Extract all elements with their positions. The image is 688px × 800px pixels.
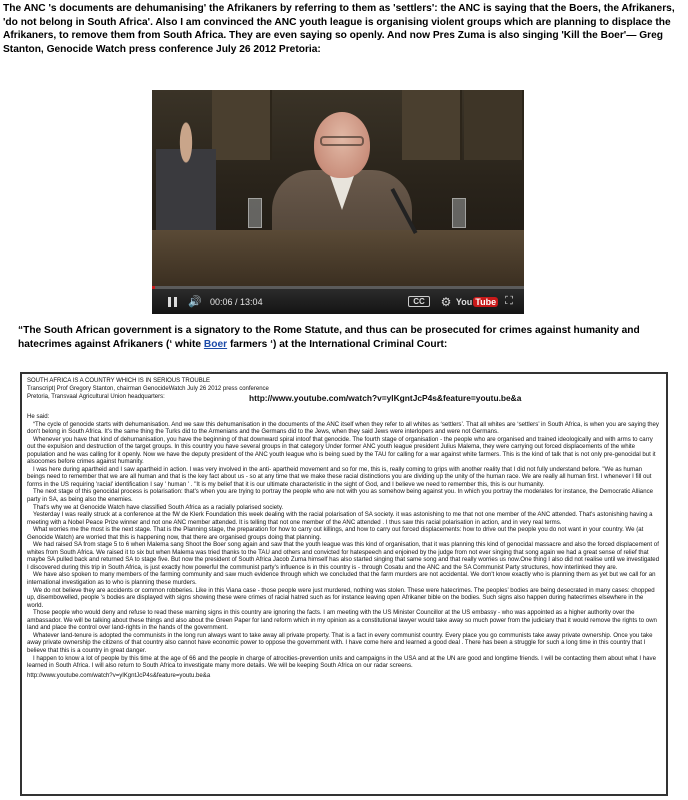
- volume-icon[interactable]: 🔊: [188, 296, 202, 308]
- doc-transcript-line: Transcript| Prof Gregory Stanton, chairman GenocideWatch July 26 2012 press conference: [27, 386, 269, 392]
- subhead-text-before: “The South African government is a signatory to the Rome Statute, and thus can be prosecuted for crimes against humanity and hatecrimes against Afrikaners (‘ white: [18, 325, 640, 350]
- doc-paragraph: That's why we at Genocide Watch have classified South Africa as a racially polarised society.: [33, 503, 284, 511]
- boer-link[interactable]: Boer: [203, 338, 228, 350]
- doc-paragraph: We do not believe they are accidents or common robberies. Like in this Viana case - those people were just murdered, nothing was stolen. These were hatecrimes. The peoples' bodies are being desecrated in many cases: chopped up, disembowelled, people 's bodies are displayed with signs showing these were crimes of racial hatred such as for instance leaving open Afrikaner bible on the bodies. Such signs also happen during hatecrimes elsewhere in the world.: [27, 586, 655, 609]
- doc-paragraph: Yesterday I was really struck at a conference at the fW de Klerk Foundation this week dealing with the racial polarisation of SA society. it was astonishing to me that not one member of the ANC attended. That's astonishing having a meeting with a Nobel Peace Prize winner and not one ANC member attended. It is telling that not one member of the ANC attended . I thus saw this racial polarisation in action, and in very real terms.: [27, 511, 653, 526]
- doc-paragraph: Whenever you have that kind of dehumanisation, you have the beginning of that downward spiral intoof that genocide. The fourth stage of organisation - the people who are organised and trained ideologically and with arms to carry out the expulsion and destruction of the target groups. In this country you have several groups in that category Under former ANC youth league president Julius Malema, they were carrying out forced displacements of the white population and he was calling for it openly. Now we have the deputy president of the ANC youth league who is being sued by the TAU for calling for a war against white farmers. This is the kind of talk that is not only pre-genocidal but it alsocomes before crimes against humanity.: [27, 435, 656, 466]
- youtube-logo[interactable]: [456, 289, 498, 314]
- desk: [152, 230, 524, 286]
- video-player[interactable]: [152, 90, 524, 314]
- wall-panel: [464, 90, 524, 160]
- video-controls: [152, 289, 524, 314]
- doc-paragraph: “The cycle of genocide starts with dehumanisation. And we saw this dehumanisation in the documents of the ANC itself when they refer to all whites as ‘settlers’. That all whites are ‘settlers’ in South Africa, is when you are saying they don't belong in South Africa. It's the same thing the Turks did to the Armenians and the Germans did to the Jews, when they said Jews were interlopers and were not Germans.: [27, 420, 659, 436]
- subhead-text-after: farmers ‘) at the International Criminal Court:: [227, 338, 448, 350]
- current-time: 00:06: [210, 296, 233, 307]
- doc-location: Pretoria, Transvaal Agricultural Union headquarters:: [27, 394, 165, 400]
- logo-tube: Tube: [475, 296, 497, 307]
- doc-footer-url[interactable]: http://www.youtube.com/watch?v=ylKgntJcP4s&feature=youtu.be&a: [27, 671, 211, 679]
- person-background: [156, 110, 216, 240]
- duration: 13:04: [240, 296, 263, 307]
- doc-paragraph: Those people who would deny and refuse to read these warning signs in this country are ignoring the facts. I am meeting with the US Minister Councillor at the US embassy - who was appointed as a higher authority over the ambassador. We will be talking about these things and also about the Green Paper for land reform which in my opinion as a constitutional lawyer would take away so much power from the judiciary that it would remove the rights to own land and place the control over land-rights in the hands of the government.: [27, 609, 657, 632]
- fullscreen-icon[interactable]: ⛶: [505, 295, 513, 307]
- doc-paragraph: The next stage of this genocidal process is polarisation: that's when you are trying to portray the people who are not with you as somehow being against you. In which you portray the moderates for instance, the Democratic Alliance party in SA, as being also the enemies.: [27, 488, 654, 504]
- subhead-quote: [18, 324, 682, 351]
- logo-you: You: [455, 296, 473, 307]
- headline-quote: The ANC 's documents are dehumanising' the Afrikaners by referring to them as 'settlers': the ANC is saying that the Boers, the Afrikaners, 'do not belong in South Africa'. Also I am convinced the ANC youth league is organising violent groups which are planning to displace the Afrikaners, to remove them from South Africa. They are even saying so openly. And now Pres Zuma is also singing 'Kill the Boer'— Greg Stanton, Genocide Watch press conference July 26 2012 Pretoria:: [3, 3, 675, 55]
- doc-he-said: He said:: [27, 413, 50, 420]
- doc-paragraph: I was here during apartheid and I saw apartheid in action. I was very involved in the anti- apartheid movement and so for me, this is, really coming to grips with another reality that I did not fully understand before. "We as human beings need to remember that we are all human and that is the key fact about us - so at any time that we make these racial distinctions you are dividing up the unity of the human race. We are really all human first. I whenever I fill out forms in the US requiring 'racial' identification I say ' human ' . "It is my belief that it is our ultimate characteristic in the sight of God, and I believe we need to remember this, this is our humanity.: [27, 465, 652, 488]
- transcript-document: [20, 372, 668, 796]
- doc-paragraph: We had raised SA from stage 5 to 6 when Malema sang Shoot the Boer song again and saw that the youth league was this kind of organisation, that it was planning this kind of genocidal massacre and also the forced displacement of whites from South Africa. We raised it to six but when Malema was tried thanks to the TAU and others and convicted for hatespeech and enjoined by the judge from not ever singing that song again we had a great sense of relief that maybe SA pulled back and returned SA to stage five. But now the president of South Africa Jacob Zuma himself has also started singing that same song and that really worries us now.One thing I also did not realise until we investigated I discovered during this trip in South Africa, is just exactly how powerful the communist party's influence is in this country is - through Cosatu and the ANC and the SA Communist Party structures, how interlinked they are.: [27, 541, 660, 571]
- water-glass: [248, 198, 262, 228]
- doc-title: SOUTH AFRICA IS A COUNTRY WHICH IS IN SERIOUS TROUBLE: [27, 378, 211, 384]
- doc-paragraph: What worries me the most is the next stage. That is the Planning stage, the preparation for how to carry out killings, and how to carry out forced displacements: how to drive out the people you do not want in your country. We (at Genocide Watch) are worried that this is happening now, that there are organised groups doing that planning.: [27, 526, 644, 541]
- doc-paragraph: Whatever land-tenure is adopted the communists in the long run always want to take away all private property. That is a fact in every communist country. Every place you go communists take away private ownership. Once you take away private ownership the citizens of that country also cannot have economic power to oppose the government with. I have come here and learned a good deal . There has been a struggle for such a long time in this country that I believe that this is a country in great danger.: [27, 631, 653, 654]
- wall-panel: [212, 90, 272, 160]
- pause-icon[interactable]: [160, 289, 184, 314]
- water-glass: [452, 198, 466, 228]
- doc-paragraph: We have also spoken to many members of the farming community and saw much evidence through which we concluded that the farm murders are not accidental. We don't know exactly who is planning them as yet but we call for an international investigation as to who is planning these murders.: [27, 571, 656, 587]
- gear-icon[interactable]: ⚙: [440, 294, 452, 309]
- captions-icon[interactable]: CC: [408, 296, 430, 307]
- doc-paragraph: I happen to know a lot of people by this time at the age of 66 and the people in charge of atrocities-prevention units and campaigns in the USA and at the UN are good and longtime friends. I will be contacting them about what I have learned in South Africa. I will also return to South Africa to investigate many more details. We will be keeping South Africa on our radar screens.: [27, 654, 656, 670]
- doc-video-url[interactable]: http://www.youtube.com/watch?v=ylKgntJcP4s&feature=youtu.be&a: [249, 393, 522, 403]
- video-frame[interactable]: [152, 90, 524, 286]
- doc-paragraphs: [27, 421, 661, 670]
- time-display: 00:06 / 13:04: [210, 296, 263, 307]
